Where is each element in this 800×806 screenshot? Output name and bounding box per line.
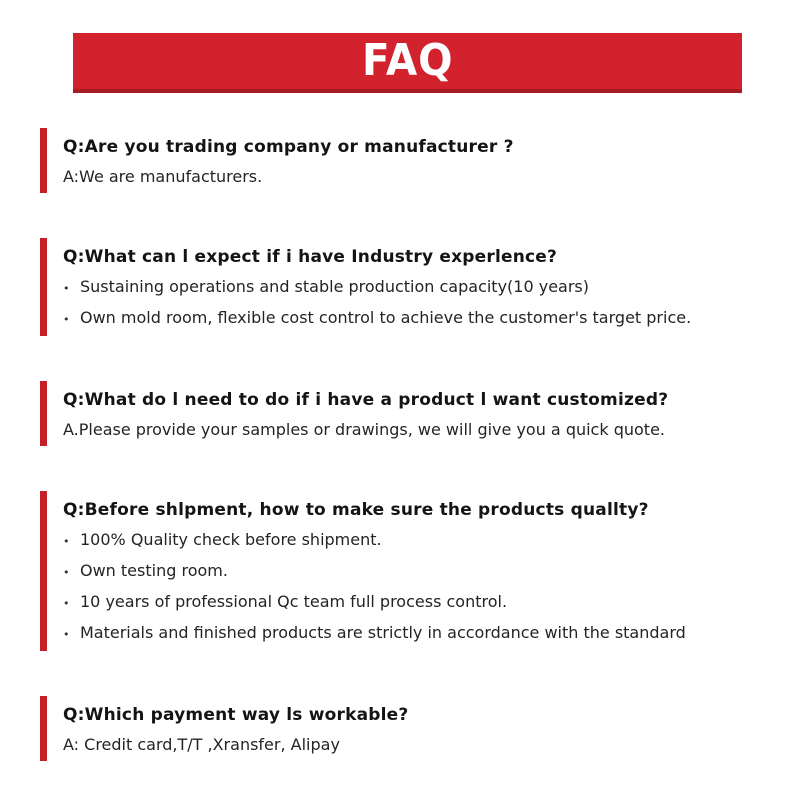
faq-answer-text: A:We are manufacturers. [63,167,263,186]
faq-answers [63,415,762,444]
bullet-icon: • [63,313,70,326]
faq-answers [63,162,762,191]
faq-question-text: Q:Are you trading company or manufacturer ? [63,137,514,157]
faq-bullet-text: 10 years of professional Qc team full process control. [80,592,508,611]
faq-section [40,491,762,651]
faq-bullet-text: Own mold room, flexible cost control to achieve the customer's target price. [80,308,692,327]
faq-answers [63,272,762,334]
faq-bullet-item [63,303,762,334]
faq-bullet-text: Materials and finished products are strictly in accordance with the standard [80,623,686,642]
faq-bullet-text: Sustaining operations and stable production capacity(10 years) [80,277,590,296]
faq-bullet-item [63,525,762,556]
faq-bullet-text: 100% Quality check before shipment. [80,530,382,549]
faq-bullet-item [63,587,762,618]
faq-section [40,128,762,193]
faq-answer-text: A.Please provide your samples or drawings, we will give you a quick quote. [63,420,665,439]
faq-section [40,381,762,446]
faq-bullet-item [63,272,762,303]
faq-question-text: Q:What do l need to do if i have a product l want customized? [63,390,669,410]
faq-section [40,238,762,336]
page-title: FAQ [361,35,454,86]
faq-section [40,696,762,761]
bullet-icon: • [63,535,70,548]
faq-list [40,128,762,806]
bullet-icon: • [63,282,70,295]
faq-banner [73,33,742,93]
bullet-icon: • [63,566,70,579]
faq-question-text: Q:Which payment way ls workable? [63,705,409,725]
bullet-icon: • [63,628,70,641]
faq-question-text: Q:Before shlpment, how to make sure the products quallty? [63,500,649,520]
faq-question-text: Q:What can l expect if i have Industry experlence? [63,247,558,267]
faq-bullet-item [63,618,762,649]
faq-answers [63,525,762,649]
faq-bullet-item [63,556,762,587]
faq-answers [63,730,762,759]
faq-answer-text: A: Credit card,T/T ,Xransfer, Alipay [63,735,340,754]
faq-bullet-text: Own testing room. [80,561,228,580]
bullet-icon: • [63,597,70,610]
